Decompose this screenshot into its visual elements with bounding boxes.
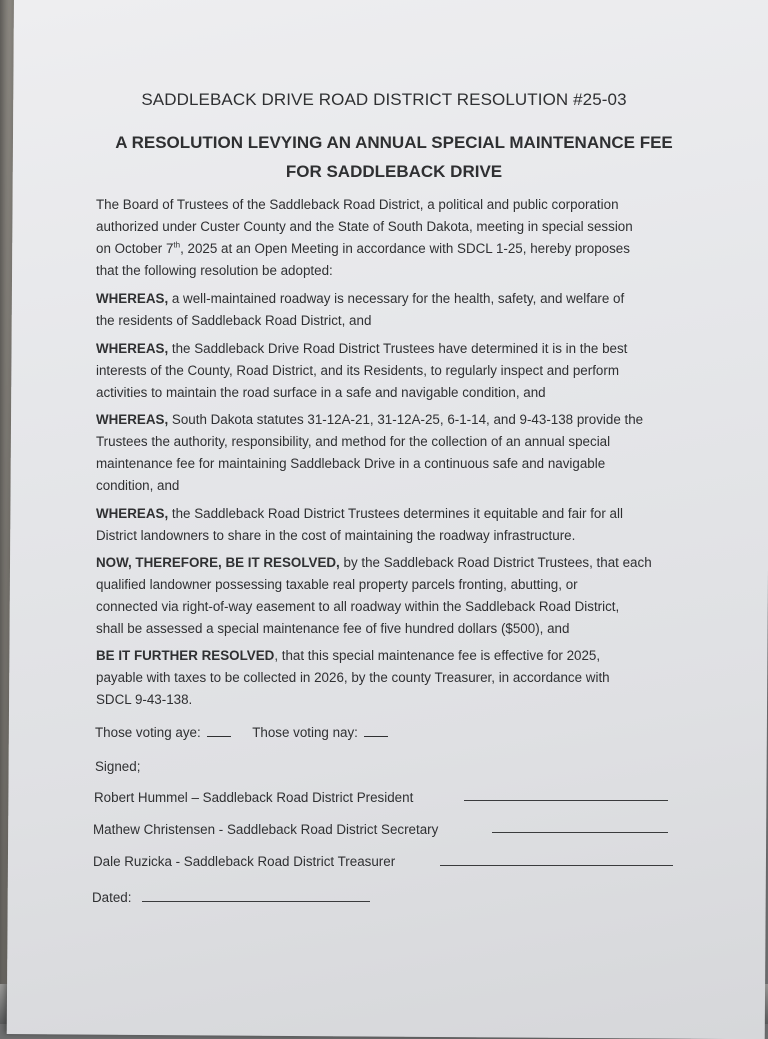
text-line: qualified landowner possessing taxable real property parcels fronting, abutting, or	[96, 577, 578, 592]
voting-nay-blank	[364, 724, 388, 737]
whereas-clause-4	[96, 503, 696, 547]
whereas-clause-2	[96, 338, 696, 404]
clause-lead: WHEREAS,	[96, 506, 169, 521]
text-line: authorized under Custer County and the State of South Dakota, meeting in special session	[96, 219, 633, 234]
text-line: maintenance fee for maintaining Saddleback Drive in a continuous safe and navigable	[96, 456, 606, 471]
clause-text: , that this special maintenance fee is effective for 2025,	[274, 648, 601, 663]
subtitle-line: A RESOLUTION LEVYING AN ANNUAL SPECIAL MAINTENANCE FEE	[115, 133, 673, 152]
voting-nay-label: Those voting nay:	[252, 725, 358, 740]
subtitle-line: FOR SADDLEBACK DRIVE	[285, 162, 503, 181]
resolved-clause	[96, 552, 696, 640]
text-line	[96, 645, 696, 667]
clause-text: the Saddleback Drive Road District Trustees have determined it is in the best	[168, 341, 628, 356]
text-line: activities to maintain the road surface in a safe and navigable condition, and	[96, 385, 546, 400]
intro-paragraph	[96, 194, 696, 282]
clause-lead: WHEREAS,	[96, 412, 169, 427]
signed-label: Signed;	[95, 759, 141, 774]
signature-line-treasurer	[440, 865, 673, 866]
clause-lead: WHEREAS,	[96, 341, 169, 356]
signatory-treasurer: Dale Ruzicka - Saddleback Road District Treasurer	[93, 854, 396, 869]
resolution-subtitle	[0, 128, 768, 186]
clause-lead: NOW, THEREFORE, BE IT RESOLVED,	[96, 555, 340, 570]
clause-text: by the Saddleback Road District Trustees, that each	[339, 555, 652, 570]
signature-line-president	[464, 800, 668, 801]
clause-text: a well-maintained roadway is necessary for the health, safety, and welfare of	[168, 291, 625, 306]
text-line: interests of the County, Road District, and its Residents, to regularly inspect and perform	[96, 363, 619, 378]
dated-line	[142, 901, 370, 902]
whereas-clause-3	[96, 409, 696, 497]
dated-label: Dated:	[92, 890, 132, 905]
text-line: Trustees the authority, responsibility, and method for the collection of an annual special	[96, 434, 611, 449]
ordinal-suffix: th	[173, 240, 181, 250]
vote-tally	[95, 724, 394, 740]
further-resolved-clause	[96, 645, 696, 711]
text-line	[96, 338, 696, 360]
text-line	[96, 552, 696, 574]
text-line: condition, and	[96, 478, 180, 493]
meeting-text: , 2025 at an Open Meeting in accordance with SDCL 1-25, hereby proposes	[180, 241, 630, 256]
whereas-clause-1	[96, 288, 696, 332]
voting-aye-blank	[207, 724, 231, 737]
text-line	[96, 288, 696, 310]
text-line: the residents of Saddleback Road District, and	[96, 313, 372, 328]
signature-line-secretary	[492, 832, 668, 833]
resolution-title: SADDLEBACK DRIVE ROAD DISTRICT RESOLUTION #25-03	[141, 90, 627, 109]
meeting-date-text: on October 7	[96, 241, 174, 256]
text-line: District landowners to share in the cost of maintaining the roadway infrastructure.	[96, 528, 576, 543]
clause-text: the Saddleback Road District Trustees determines it equitable and fair for all	[168, 506, 623, 521]
text-line: connected via right-of-way easement to all roadway within the Saddleback Road District,	[96, 599, 620, 614]
text-line: The Board of Trustees of the Saddleback Road District, a political and public corporation	[96, 197, 619, 212]
clause-lead: BE IT FURTHER RESOLVED	[96, 648, 275, 663]
clause-text: South Dakota statutes 31-12A-21, 31-12A-25, 6-1-14, and 9-43-138 provide the	[168, 412, 644, 427]
text-line: SDCL 9-43-138.	[96, 692, 193, 707]
text-line	[96, 409, 696, 431]
text-line: shall be assessed a special maintenance fee of five hundred dollars ($500), and	[96, 621, 570, 636]
text-line	[96, 503, 696, 525]
text-line	[96, 238, 696, 260]
text-line: payable with taxes to be collected in 2026, by the county Treasurer, in accordance with	[96, 670, 610, 685]
text-line: that the following resolution be adopted:	[96, 263, 333, 278]
signatory-president: Robert Hummel – Saddleback Road District President	[94, 790, 414, 805]
voting-aye-label: Those voting aye:	[95, 725, 201, 740]
clause-lead: WHEREAS,	[96, 291, 169, 306]
signatory-secretary: Mathew Christensen - Saddleback Road District Secretary	[93, 822, 439, 837]
